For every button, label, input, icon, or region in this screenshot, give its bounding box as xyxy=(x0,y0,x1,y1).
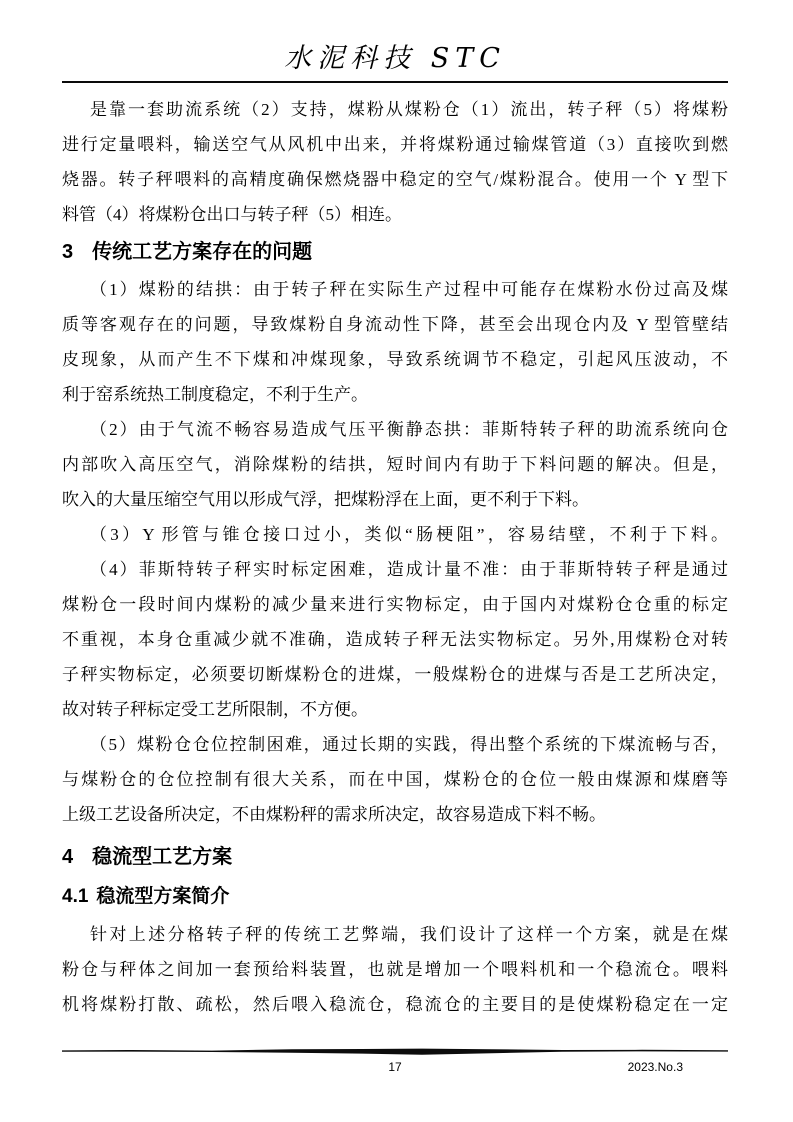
body-line: 吹入的大量压缩空气用以形成气浮，把煤粉浮在上面，更不利于下料。 xyxy=(62,490,589,509)
body-line: 质等客观存在的问题，导致煤粉自身流动性下降，甚至会出现仓内及 Y 型管壁结 xyxy=(62,315,728,334)
body-line: 料管（4）将煤粉仓出口与转子秤（5）相连。 xyxy=(62,205,402,224)
body-line: 是靠一套助流系统（2）支持，煤粉从煤粉仓（1）流出，转子秤（5）将煤粉 xyxy=(90,100,728,119)
body-line: 内部吹入高压空气，消除煤粉的结拱，短时间内有助于下料问题的解决。但是， xyxy=(62,455,728,474)
page-number: 17 xyxy=(388,1060,402,1074)
body-line: （3）Y 形管与锥仓接口过小，类似“肠梗阻”，容易结壁，不利于下料。 xyxy=(90,525,728,544)
section-title: 传统工艺方案存在的问题 xyxy=(92,241,313,263)
page-footer xyxy=(62,1047,728,1076)
body-line: 烧器。转子秤喂料的高精度确保燃烧器中稳定的空气/煤粉混合。使用一个 Y 型下 xyxy=(62,170,728,189)
body-line: 与煤粉仓的仓位控制有很大关系，而在中国，煤粉仓的仓位一般由煤源和煤磨等 xyxy=(62,770,728,789)
section-title: 稳流型方案简介 xyxy=(96,886,230,907)
footer-row xyxy=(62,1058,728,1076)
body-line: 粉仓与秤体之间加一套预给料装置，也就是增加一个喂料机和一个稳流仓。喂料 xyxy=(62,960,728,979)
body-line: （4）菲斯特转子秤实时标定困难，造成计量不准：由于菲斯特转子秤是通过 xyxy=(90,560,728,579)
body-line: 进行定量喂料，输送空气从风机中出来，并将煤粉通过输煤管道（3）直接吹到燃 xyxy=(62,135,728,154)
section-3-heading xyxy=(62,232,728,272)
body-line: 针对上述分格转子秤的传统工艺弊端，我们设计了这样一个方案，就是在煤 xyxy=(90,925,728,944)
body-line: 机将煤粉打散、疏松，然后喂入稳流仓，稳流仓的主要目的是使煤粉稳定在一定 xyxy=(62,995,728,1014)
section-4-1-heading xyxy=(62,877,728,917)
section-number: 4 xyxy=(62,846,74,868)
body-line: 上级工艺设备所决定，不由煤粉秤的需求所决定，故容易造成下料不畅。 xyxy=(62,805,606,824)
body-line: 利于窑系统热工制度稳定，不利于生产。 xyxy=(62,385,368,404)
header-rule xyxy=(62,81,728,83)
issue-label: 2023.No.3 xyxy=(627,1060,683,1074)
body-text xyxy=(62,92,728,1022)
section-number: 3 xyxy=(62,241,74,263)
section-number: 4.1 xyxy=(62,886,89,907)
body-line: 不重视，本身仓重减少就不准确，造成转子秤无法实物标定。另外,用煤粉仓对转 xyxy=(62,630,728,649)
body-line: （5）煤粉仓仓位控制困难，通过长期的实践，得出整个系统的下煤流畅与否， xyxy=(90,735,728,754)
page-content xyxy=(62,0,728,1074)
section-title: 稳流型工艺方案 xyxy=(92,846,233,868)
body-line: 故对转子秤标定受工艺所限制，不方便。 xyxy=(62,700,368,719)
body-line: 皮现象，从而产生不下煤和冲煤现象，导致系统调节不稳定，引起风压波动，不 xyxy=(62,350,728,369)
section-4-heading xyxy=(62,837,728,877)
body-line: （1）煤粉的结拱：由于转子秤在实际生产过程中可能存在煤粉水份过高及煤 xyxy=(90,280,728,299)
body-line: 煤粉仓一段时间内煤粉的减少量来进行实物标定，由于国内对煤粉仓仓重的标定 xyxy=(62,595,728,614)
footer-rule xyxy=(62,1047,728,1056)
body-line: 子秤实物标定，必须要切断煤粉仓的进煤，一般煤粉仓的进煤与否是工艺所决定， xyxy=(62,665,728,684)
body-line: （2）由于气流不畅容易造成气压平衡静态拱：菲斯特转子秤的助流系统向仓 xyxy=(90,420,728,439)
journal-title: 水泥科技 STC xyxy=(284,43,506,74)
